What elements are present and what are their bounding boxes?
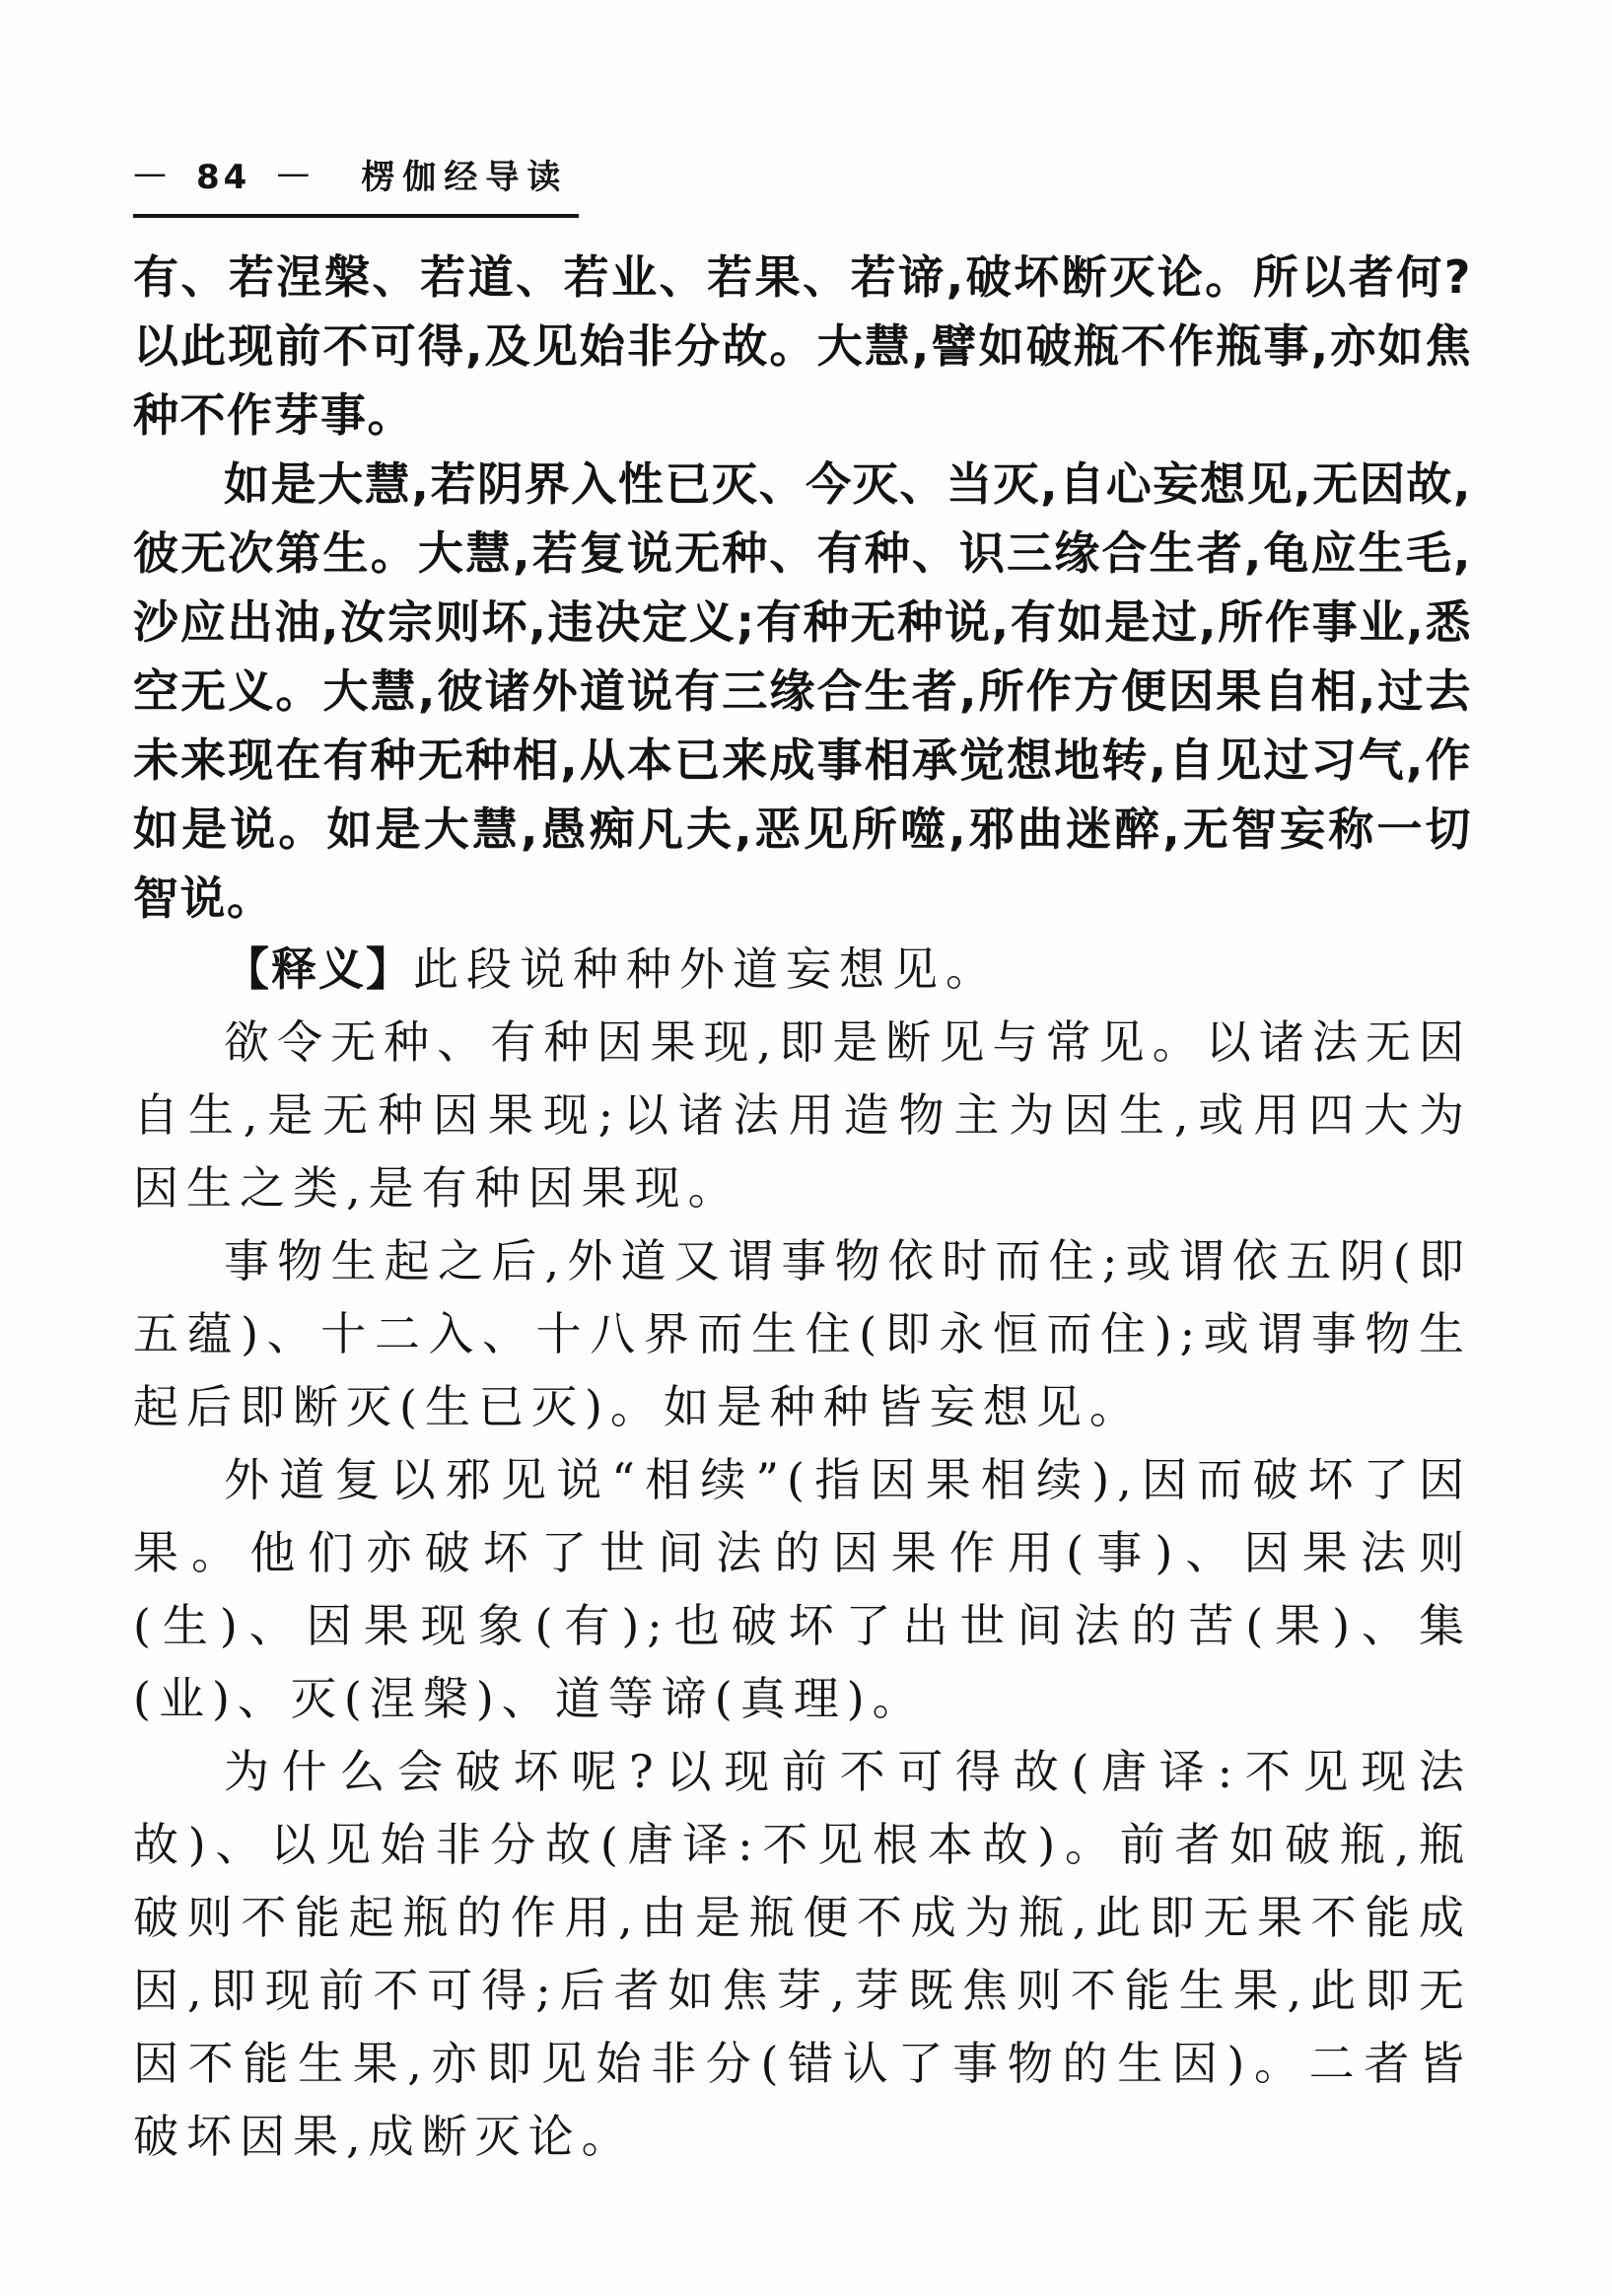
commentary-paragraph-4: 为什么会破坏呢?以现前不可得故(唐译:不见现法故)、以见始非分故(唐译:不见根本故)。前者如破瓶,瓶破则不能起瓶的作用,由是瓶便不成为瓶,此即无果不能成因,即现前不可得;后者如焦芽,芽既焦则不能生果,此即无因不能生果,亦即见始非分(错认了事物的生因)。二者皆破坏因果,成断灭论。: [133, 1745, 1472, 2163]
shiyi-label: 【释义】: [224, 942, 413, 996]
sutra-paragraph-1: 有、若涅槃、若道、若业、若果、若谛,破坏断灭论。所以者何?以此现前不可得,及见始非分故。大慧,譬如破瓶不作瓶事,亦如焦种不作芽事。: [133, 250, 1472, 442]
header-dash-right: —: [276, 154, 315, 193]
commentary-paragraph-1: 欲令无种、有种因果现,即是断见与常见。以诸法无因自生,是无种因果现;以诸法用造物主为因生,或用四大为因生之类,是有种因果现。: [133, 1015, 1472, 1215]
page-number: 84: [196, 158, 251, 197]
running-header: [133, 150, 579, 218]
sutra-paragraph-2: 如是大慧,若阴界入性已灭、今灭、当灭,自心妄想见,无因故,彼无次第生。大慧,若复说无种、有种、识三缘合生者,龟应生毛,沙应出油,汝宗则坏,违决定义;有种无种说,有如是过,所作事业,悉空无义。大慧,彼诸外道说有三缘合生者,所作方便因果自相,过去未来现在有种无种相,从本已来成事相承觉想地转,自见过习气,作如是说。如是大慧,愚痴凡夫,恶见所噬,邪曲迷醉,无智妄称一切智说。: [133, 457, 1472, 925]
header-dash-left: —: [133, 154, 171, 193]
text-body: [133, 243, 1472, 2173]
commentary-paragraph-3: 外道复以邪见说“相续”(指因果相续),因而破坏了因果。他们亦破坏了世间法的因果作用(事)、因果法则(生)、因果现象(有);也破坏了出世间法的苦(果)、集(业)、灭(涅槃)、道等谛(真理)。: [133, 1453, 1472, 1725]
commentary-paragraph-2: 事物生起之后,外道又谓事物依时而住;或谓依五阴(即五蕴)、十二入、十八界而生住(即永恒而住);或谓事物生起后即断灭(生已灭)。如是种种皆妄想见。: [133, 1234, 1472, 1433]
shiyi-summary-text: 此段说种种外道妄想见。: [413, 942, 999, 996]
book-title: 楞伽经导读: [361, 158, 569, 197]
commentary-heading-paragraph: [133, 933, 1472, 1006]
